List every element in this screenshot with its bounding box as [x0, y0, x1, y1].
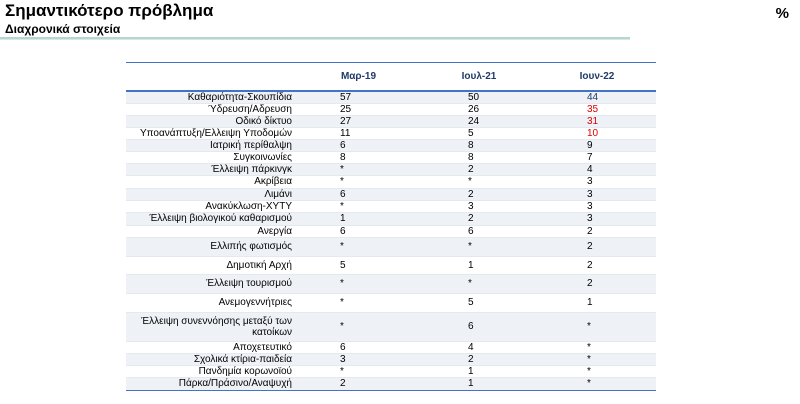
cell-value: 27 [297, 115, 420, 127]
cell-value: * [420, 175, 538, 188]
table-row [126, 139, 656, 151]
row-label: Ανεμογεννήτριες [126, 293, 297, 312]
cell-value: 35 [538, 103, 656, 115]
cell-value: 6 [297, 139, 420, 151]
cell-value: 2 [538, 256, 656, 274]
cell-value: * [297, 200, 420, 212]
row-label: Υποανάπτυξη/Ελλειψη Υποδομών [126, 127, 297, 139]
cell-value: 6 [297, 341, 420, 353]
cell-value: 5 [297, 256, 420, 274]
row-label: Δημοτική Αρχή [126, 256, 297, 274]
row-label: Ελλιπής φωτισμός [126, 237, 297, 256]
cell-value: * [297, 312, 420, 341]
cell-value: 5 [420, 127, 538, 139]
cell-value: 2 [420, 353, 538, 365]
row-label: Πάρκα/Πράσινο/Αναψυχή [126, 377, 297, 390]
cell-value: * [538, 353, 656, 365]
column-header-mar19: Μαρ-19 [297, 63, 420, 91]
column-header-label [126, 63, 297, 91]
cell-value: 2 [420, 163, 538, 175]
column-header-jul21: Ιουλ-21 [420, 63, 538, 91]
cell-value: 3 [538, 200, 656, 212]
cell-value: 11 [297, 127, 420, 139]
table-row [126, 91, 656, 104]
cell-value: * [538, 365, 656, 377]
table-row [126, 353, 656, 365]
cell-value: 26 [420, 103, 538, 115]
cell-value: 3 [538, 212, 656, 225]
cell-value: 10 [538, 127, 656, 139]
table-row [126, 212, 656, 225]
cell-value: 4 [538, 163, 656, 175]
table-row [126, 200, 656, 212]
cell-value: * [538, 312, 656, 341]
cell-value: 1 [420, 365, 538, 377]
table-row [126, 188, 656, 200]
table-row [126, 163, 656, 175]
table-row [126, 274, 656, 293]
cell-value: * [420, 237, 538, 256]
row-label: Ακρίβεια [126, 175, 297, 188]
row-label: Ανεργία [126, 225, 297, 237]
table-row [126, 377, 656, 390]
table-row [126, 225, 656, 237]
cell-value: 7 [538, 151, 656, 163]
table-row [126, 115, 656, 127]
table-row [126, 365, 656, 377]
cell-value: 2 [538, 225, 656, 237]
cell-value: 8 [420, 139, 538, 151]
table-row [126, 127, 656, 139]
column-header-jun22: Ιουν-22 [538, 63, 656, 91]
table-row [126, 293, 656, 312]
table-row [126, 175, 656, 188]
row-label: Λιμάνι [126, 188, 297, 200]
cell-value: * [297, 365, 420, 377]
table-body [126, 91, 656, 391]
cell-value: 5 [420, 293, 538, 312]
cell-value: * [297, 163, 420, 175]
cell-value: 8 [420, 151, 538, 163]
cell-value: 1 [538, 293, 656, 312]
cell-value: 8 [297, 151, 420, 163]
cell-value: 25 [297, 103, 420, 115]
cell-value: 2 [538, 274, 656, 293]
cell-value: 6 [420, 312, 538, 341]
cell-value: 6 [297, 188, 420, 200]
row-label: Καθαριότητα-Σκουπίδια [126, 91, 297, 104]
page-title: Σημαντικότερο πρόβλημα [5, 1, 214, 20]
cell-value: 3 [538, 175, 656, 188]
cell-value: * [538, 341, 656, 353]
table-row [126, 103, 656, 115]
cell-value: 3 [538, 188, 656, 200]
title-divider [0, 37, 630, 39]
row-label: Έλλειψη τουρισμού [126, 274, 297, 293]
row-label: Έλλειψη βιολογικού καθαρισμού [126, 212, 297, 225]
row-label: Συγκοινωνίες [126, 151, 297, 163]
table-header-row [126, 63, 656, 91]
cell-value: * [297, 237, 420, 256]
row-label: Έλλειψη πάρκινγκ [126, 163, 297, 175]
row-label: Αποχετευτικό [126, 341, 297, 353]
cell-value: 9 [538, 139, 656, 151]
cell-value: 3 [297, 353, 420, 365]
cell-value: 1 [420, 256, 538, 274]
cell-value: 44 [538, 91, 656, 104]
page-subtitle: Διαχρονικά στοιχεία [5, 22, 121, 36]
table-row [126, 237, 656, 256]
cell-value: 2 [538, 237, 656, 256]
cell-value: 2 [297, 377, 420, 390]
cell-value: 2 [420, 188, 538, 200]
row-label: Πανδημία κορωνοϊού [126, 365, 297, 377]
table-row [126, 151, 656, 163]
cell-value: 57 [297, 91, 420, 104]
cell-value: * [538, 377, 656, 390]
cell-value: * [297, 175, 420, 188]
cell-value: 6 [420, 225, 538, 237]
cell-value: 1 [420, 377, 538, 390]
cell-value: * [297, 274, 420, 293]
table-row [126, 256, 656, 274]
cell-value: 24 [420, 115, 538, 127]
cell-value: 1 [297, 212, 420, 225]
cell-value: 4 [420, 341, 538, 353]
row-label: Ύδρευση/Αδρευση [126, 103, 297, 115]
row-label: Έλλειψη συνεννόησης μεταξύ των κατοίκων [126, 312, 297, 341]
table-row [126, 312, 656, 341]
row-label: Σχολικά κτίρια-παιδεία [126, 353, 297, 365]
cell-value: 3 [420, 200, 538, 212]
row-label: Ανακύκλωση-ΧΥΤΥ [126, 200, 297, 212]
cell-value: * [297, 293, 420, 312]
row-label: Ιατρική περίθαλψη [126, 139, 297, 151]
table-row [126, 341, 656, 353]
cell-value: 50 [420, 91, 538, 104]
unit-label: % [775, 5, 789, 22]
cell-value: * [420, 274, 538, 293]
row-label: Οδικό δίκτυο [126, 115, 297, 127]
cell-value: 31 [538, 115, 656, 127]
problem-table [126, 62, 656, 391]
cell-value: 2 [420, 212, 538, 225]
cell-value: 6 [297, 225, 420, 237]
